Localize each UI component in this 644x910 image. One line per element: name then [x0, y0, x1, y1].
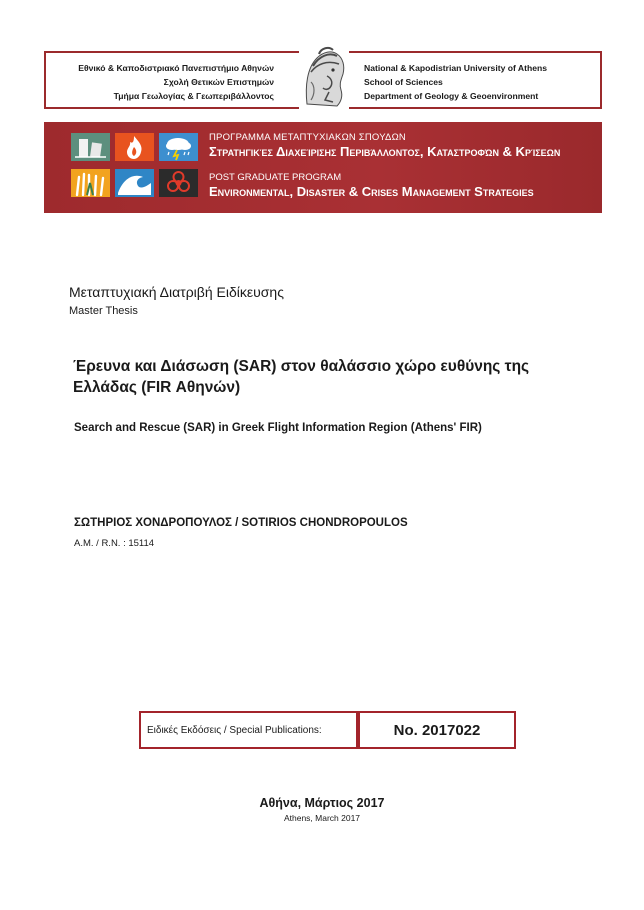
publication-number-box: [358, 711, 516, 749]
department-name-el: Τμήμα Γεωλογίας & Γεωπεριβάλλοντος: [113, 91, 274, 101]
program-banner: [44, 122, 602, 213]
program-name-en: Environmental, Disaster & Crises Management Strategies: [209, 184, 534, 199]
athena-helmet-seal-icon: [299, 46, 349, 110]
place-date-en: Athens, March 2017: [283, 813, 361, 823]
thesis-title-el: Έρευνα και Διάσωση (SAR) στον θαλάσσιο χώρο ευθύνης της Ελλάδας (FIR Αθηνών): [73, 358, 530, 396]
university-name-el: Εθνικό & Καποδιστριακό Πανεπιστήμιο Αθηνών: [78, 63, 274, 73]
publication-number: No. 2017022: [393, 721, 481, 739]
thesis-type-el: Μεταπτυχιακή Διατριβή Ειδίκευσης: [69, 284, 284, 300]
school-name-en: School of Sciences: [364, 77, 443, 87]
earthquake-building-icon: [71, 133, 110, 161]
thesis-title-en: Search and Rescue (SAR) in Greek Flight Information Region (Athens' FIR): [74, 422, 482, 434]
university-name-en: National & Kapodistrian University of Athens: [364, 63, 548, 73]
thesis-type-en: Master Thesis: [69, 305, 138, 317]
program-label-en: POST GRADUATE PROGRAM: [209, 172, 342, 183]
storm-cloud-icon: [159, 133, 198, 161]
flood-hands-icon: [71, 169, 110, 197]
tsunami-wave-icon: [115, 169, 154, 197]
biohazard-icon: [159, 169, 198, 197]
school-name-el: Σχολή Θετικών Επιστημών: [163, 77, 274, 87]
special-publications-label-box: [139, 711, 358, 749]
fire-icon: [115, 133, 154, 161]
special-publications-label: Ειδικές Εκδόσεις / Special Publications:: [147, 724, 322, 736]
program-label-el: ΠΡΟΓΡΑΜΜΑ ΜΕΤΑΠΤΥΧΙΑΚΩΝ ΣΠΟΥΔΩΝ: [209, 132, 406, 143]
university-header: [44, 51, 602, 109]
department-name-en: Department of Geology & Geoenvironment: [364, 91, 539, 101]
program-name-el: Στρατηγικές Διαχείρισης Περιβάλλοντος, Καταστροφών & Κρίσεων: [209, 144, 561, 159]
author-name: ΣΩΤΗΡΙΟΣ ΧΟΝΔΡΟΠΟΥΛΟΣ / SOTIRIOS CHONDROPOULOS: [74, 517, 408, 529]
registration-number: A.M. / R.N. : 15114: [74, 538, 155, 549]
place-date-el: Αθήνα, Μάρτιος 2017: [259, 796, 385, 810]
